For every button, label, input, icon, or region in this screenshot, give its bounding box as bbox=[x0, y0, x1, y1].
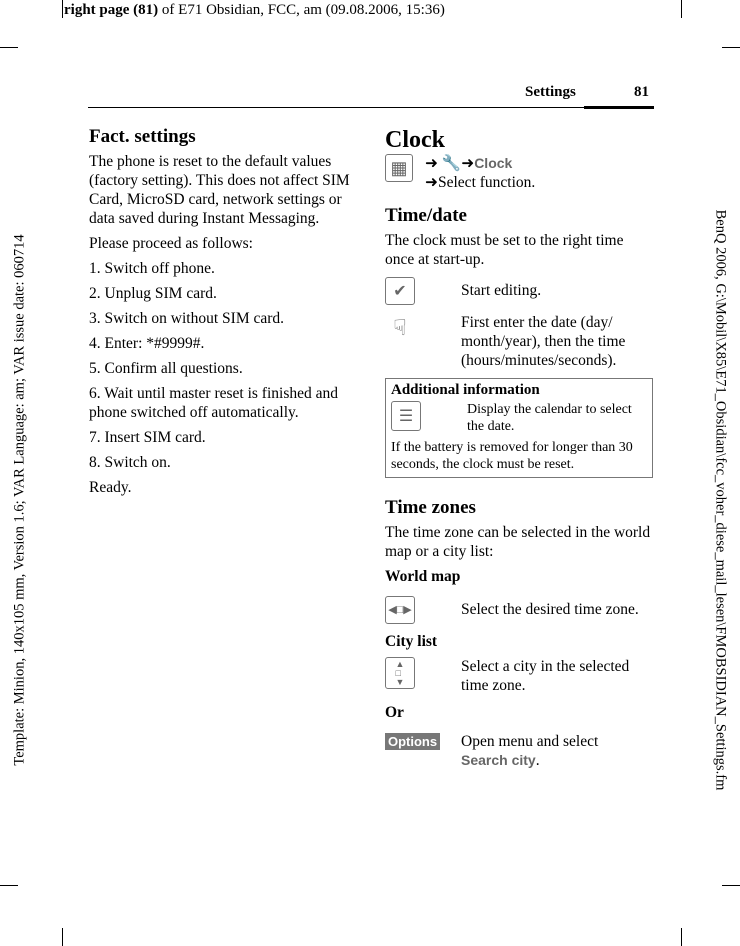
left-right-nav-icon: ◀□▶ bbox=[385, 596, 415, 624]
period: . bbox=[535, 752, 540, 769]
step: 4. Enter: *#9999#. bbox=[89, 335, 205, 352]
city-list-heading: City list bbox=[385, 633, 438, 650]
step: 7. Insert SIM card. bbox=[89, 429, 206, 446]
crop-mark bbox=[722, 47, 740, 48]
header-doc-info: of E71 Obsidian, FCC, am (09.08.2006, 15:36) bbox=[158, 2, 445, 18]
time-date-heading: Time/date bbox=[385, 205, 467, 226]
step: 1. Switch off phone. bbox=[89, 260, 215, 277]
time-zones-heading: Time zones bbox=[385, 497, 476, 518]
search-city-label: Search city bbox=[461, 752, 536, 768]
keypad-hand-icon: ☟ bbox=[393, 314, 407, 340]
clock-heading: Clock bbox=[385, 127, 445, 153]
step: 3. Switch on without SIM card. bbox=[89, 310, 285, 327]
right-column bbox=[385, 126, 653, 778]
world-map-heading: World map bbox=[385, 568, 461, 585]
crop-mark bbox=[681, 0, 682, 18]
crop-mark bbox=[0, 885, 18, 886]
arrow-icon: ➜ bbox=[425, 155, 438, 172]
proceed-text: Please proceed as follows: bbox=[89, 235, 253, 252]
crop-mark bbox=[681, 928, 682, 946]
arrow-icon: ➜ bbox=[461, 155, 475, 172]
left-column bbox=[89, 127, 357, 503]
enter-date-text: First enter the date (day/ month/year), then the time (hours/minutes/seconds). bbox=[461, 314, 626, 369]
options-text: Open menu and select bbox=[461, 733, 599, 750]
crop-mark bbox=[0, 47, 18, 48]
time-date-text: The clock must be set to the right time once at start-up. bbox=[385, 232, 624, 268]
menu-path bbox=[385, 154, 653, 192]
ready-text: Ready. bbox=[89, 479, 132, 496]
info-title: Additional information bbox=[391, 382, 540, 398]
step: 2. Unplug SIM card. bbox=[89, 285, 217, 302]
header-page-ref: right page (81) bbox=[64, 2, 159, 18]
info-battery-text: If the battery is removed for longer than 30 seconds, the clock must be reset. bbox=[391, 440, 633, 472]
crop-mark bbox=[722, 885, 740, 886]
additional-info-box bbox=[385, 378, 653, 478]
step: 8. Switch on. bbox=[89, 454, 171, 471]
city-list-text: Select a city in the selected time zone. bbox=[461, 658, 630, 694]
side-template-info: Template: Minion, 140x105 mm, Version 1.6; VAR Language: am; VAR issue date: 060714 bbox=[11, 234, 28, 766]
time-zones-text: The time zone can be selected in the world map or a city list: bbox=[385, 524, 651, 560]
crop-mark bbox=[62, 928, 63, 946]
arrow-icon: ➜ bbox=[425, 174, 438, 191]
side-file-path: BenQ 2006, G:\Mobil\X85\E71_Obsidian\fcc_voher_diese_mail_lesen\FMOBSIDIAN_Settings.fm bbox=[712, 209, 729, 791]
fact-settings-heading: Fact. settings bbox=[89, 126, 196, 147]
calendar-icon: ☰ bbox=[391, 401, 421, 431]
options-softkey: Options bbox=[385, 733, 440, 750]
info-calendar-text: Display the calendar to select the date. bbox=[467, 402, 632, 434]
step: 5. Confirm all questions. bbox=[89, 360, 243, 377]
crop-mark bbox=[62, 0, 63, 18]
world-map-text: Select the desired time zone. bbox=[461, 601, 639, 618]
header-rule-accent bbox=[584, 106, 654, 109]
up-down-nav-icon: ▲ □ ▼ bbox=[385, 657, 415, 689]
print-header bbox=[64, 2, 445, 19]
intro-text: The phone is reset to the default values (factory setting). This does not affect SIM Card, MicroSD card, network settings or data saved during Instant Messaging. bbox=[89, 153, 350, 227]
start-editing-text: Start editing. bbox=[461, 282, 542, 299]
section-title: Settings bbox=[525, 84, 576, 100]
nav-select: Select function. bbox=[438, 174, 536, 191]
nav-clock: Clock bbox=[474, 155, 513, 171]
header-rule bbox=[88, 107, 654, 108]
or-heading: Or bbox=[385, 704, 404, 721]
step: 6. Wait until master reset is finished and phone switched off automatically. bbox=[89, 385, 338, 421]
menu-grid-icon: ▦ bbox=[385, 154, 413, 182]
wrench-icon: 🔧 bbox=[441, 155, 462, 172]
checkmark-icon: ✔ bbox=[385, 277, 415, 305]
page-number: 81 bbox=[634, 84, 649, 100]
